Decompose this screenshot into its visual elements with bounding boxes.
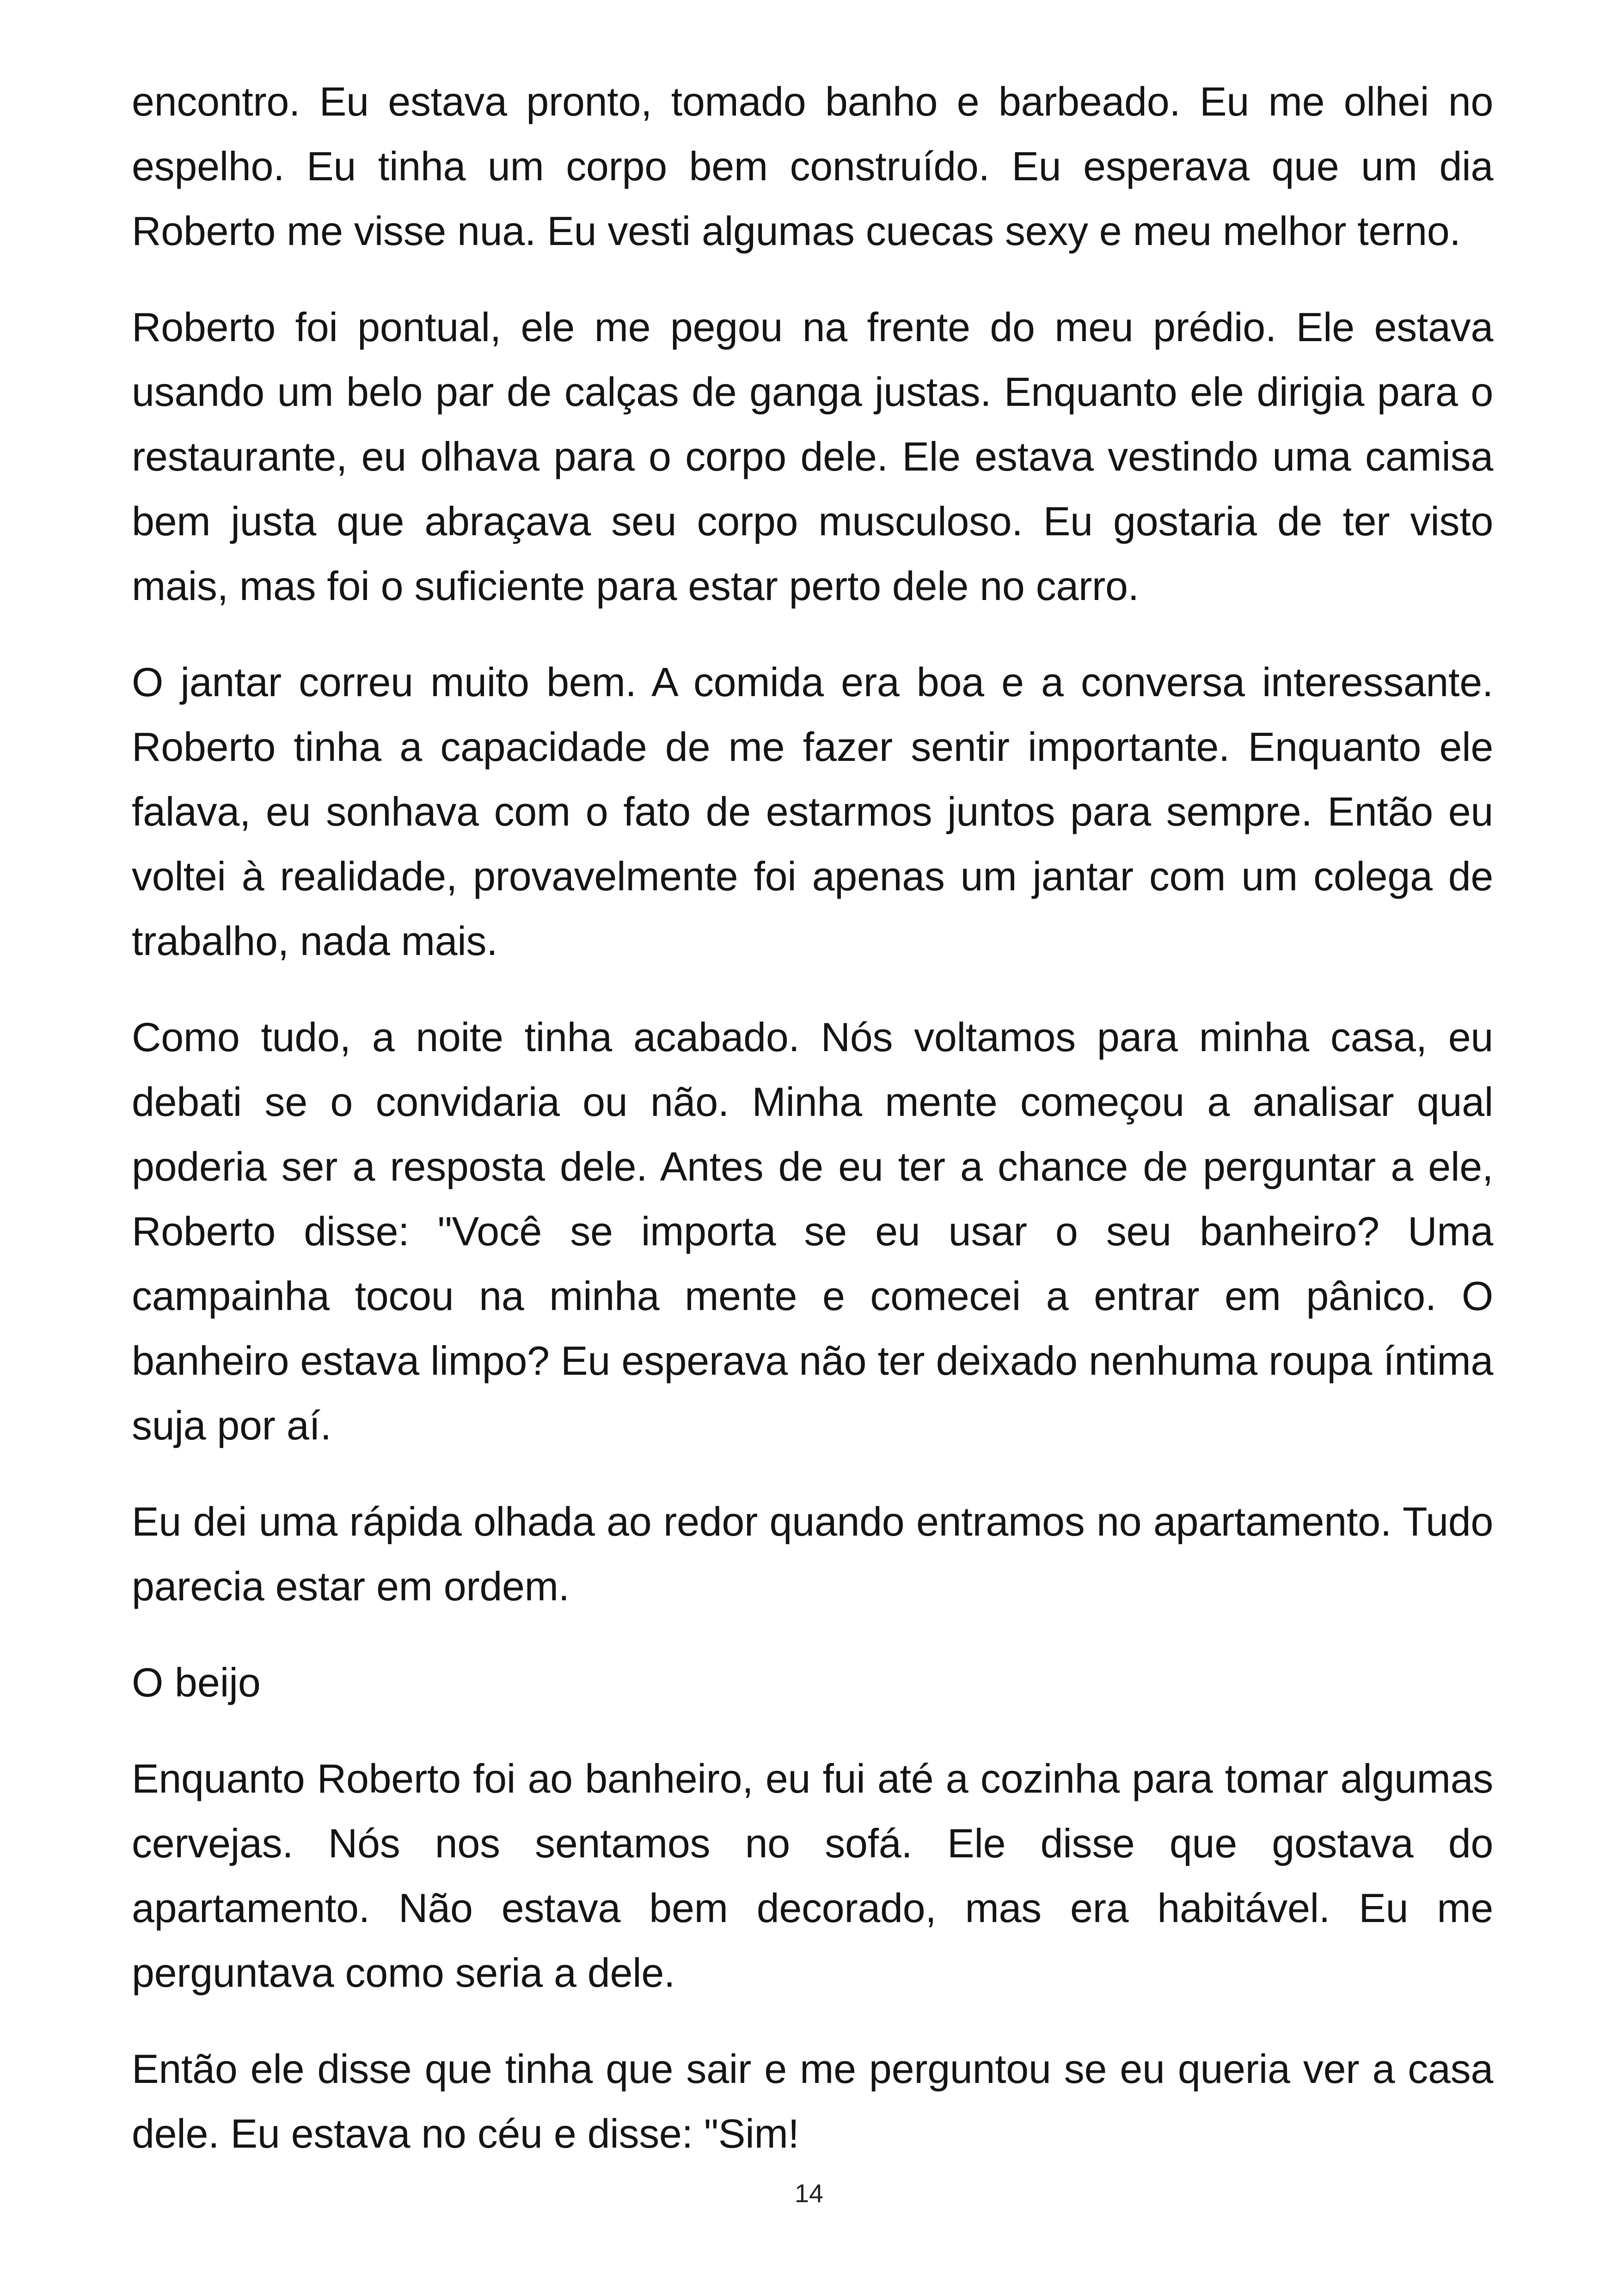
page-number: 14 — [794, 2179, 824, 2208]
paragraph: O jantar correu muito bem. A comida era boa e a conversa interessante. Roberto tinha a capacidade de me fazer sentir importante. Enquanto ele falava, eu sonhava com o fato de estarmos juntos para sempre. Então eu voltei à realidade, provavelmente foi apenas um jantar com um colega de trabalho, nada mais. — [132, 659, 1493, 964]
paragraph: Roberto foi pontual, ele me pegou na frente do meu prédio. Ele estava usando um belo par de calças de ganga justas. Enquanto ele dirigia para o restaurante, eu olhava para o corpo dele. Ele estava vestindo uma camisa bem justa que abraçava seu corpo musculoso. Eu gostaria de ter visto mais, mas foi o suficiente para estar perto dele no carro. — [132, 304, 1493, 609]
paragraph: Como tudo, a noite tinha acabado. Nós voltamos para minha casa, eu debati se o convidaria ou não. Minha mente começou a analisar qual poderia ser a resposta dele. Antes de eu ter a chance de perguntar a ele, Roberto disse: "Você se importa se eu usar o seu banheiro? Uma campainha tocou na minha mente e comecei a entrar em pânico. O banheiro estava limpo? Eu esperava não ter deixado nenhuma roupa íntima suja por aí. — [132, 1014, 1493, 1448]
paragraph: encontro. Eu estava pronto, tomado banho e barbeado. Eu me olhei no espelho. Eu tinha um corpo bem construído. Eu esperava que um dia Roberto me visse nua. Eu vesti algumas cuecas sexy e meu melhor terno. — [132, 79, 1493, 254]
section-heading: O beijo — [132, 1659, 261, 1705]
paragraph: Eu dei uma rápida olhada ao redor quando entramos no apartamento. Tudo parecia estar em ordem. — [132, 1499, 1493, 1609]
paragraph: Enquanto Roberto foi ao banheiro, eu fui até a cozinha para tomar algumas cervejas. Nós nos sentamos no sofá. Ele disse que gostava do apartamento. Não estava bem decorado, mas era habitável. Eu me perguntava como seria a dele. — [132, 1756, 1493, 1996]
page-body — [132, 69, 1493, 2198]
paragraph: Então ele disse que tinha que sair e me perguntou se eu queria ver a casa dele. Eu estava no céu e disse: "Sim! — [132, 2046, 1493, 2156]
